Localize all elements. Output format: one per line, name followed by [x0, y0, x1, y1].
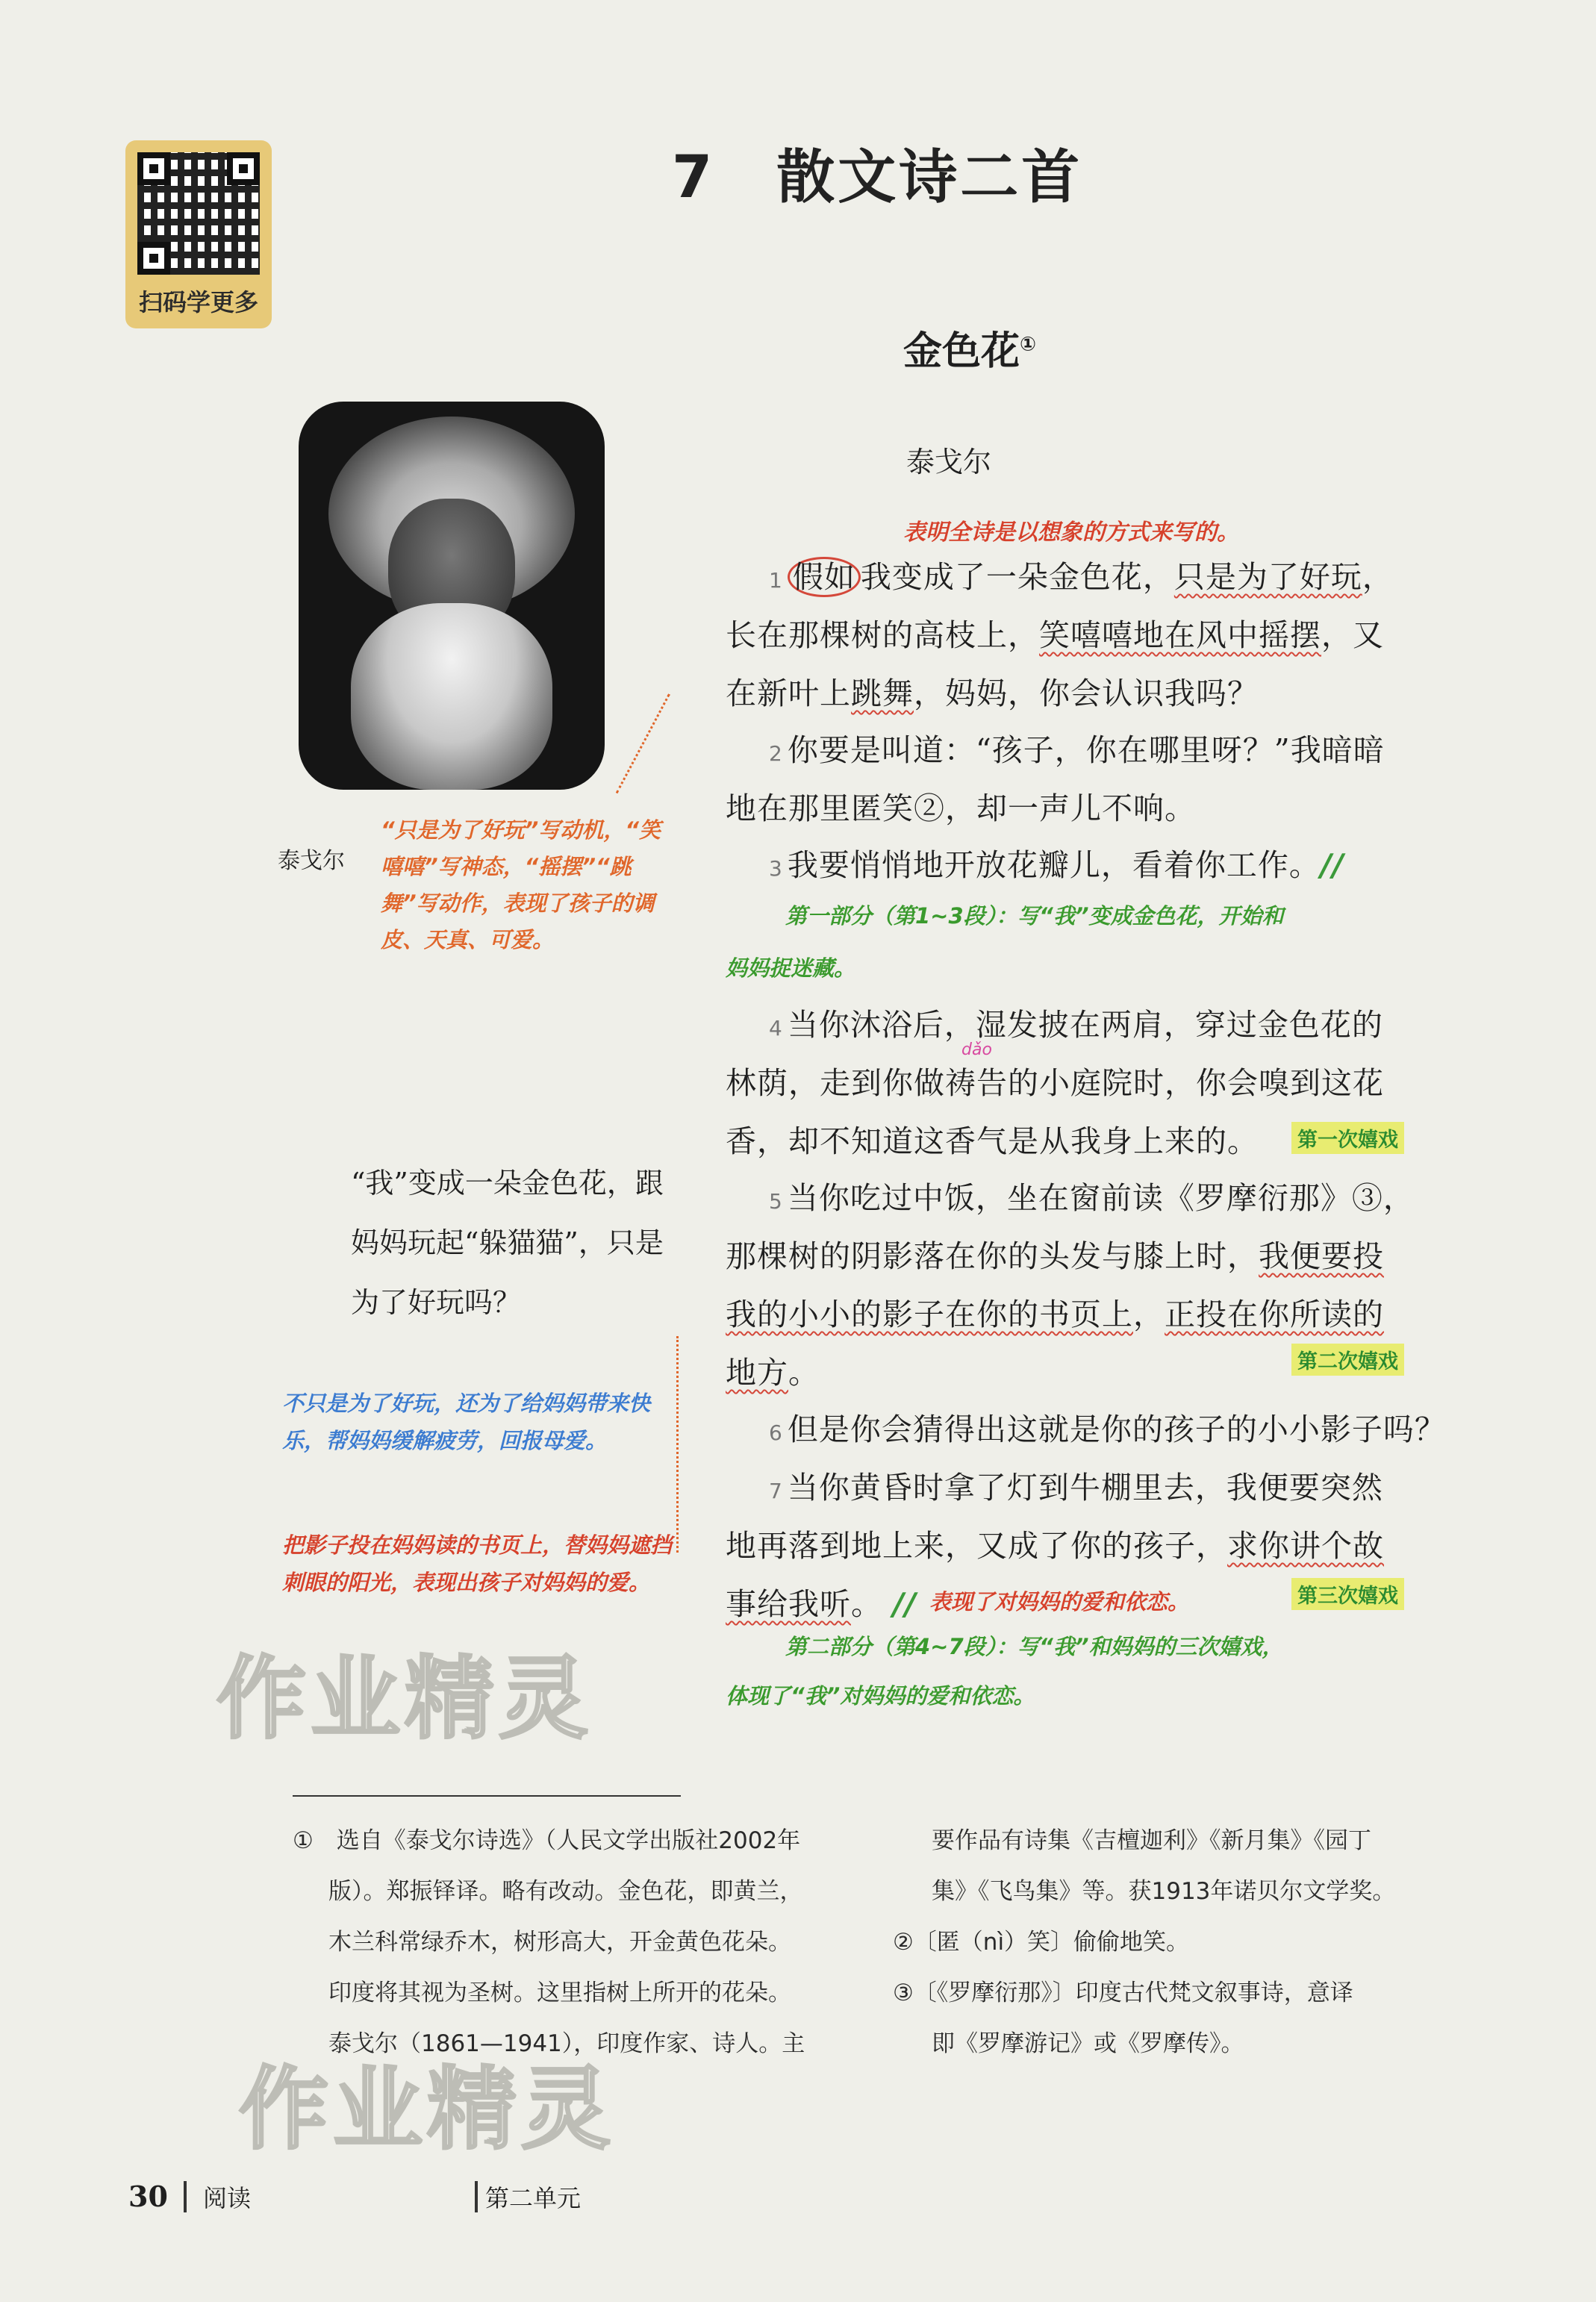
paragraph-7-line-3: 事给我听。 //: [726, 1586, 917, 1622]
watermark: 作业精灵: [216, 1647, 593, 1751]
paragraph-6-line-1: 6 但是你会猜得出这就是你的孩子的小小影子吗？: [769, 1412, 1446, 1447]
poem-author: 泰戈尔: [906, 446, 992, 478]
paragraph-1-line-1: 1 假如 我变成了一朵金色花，只是为了好玩，: [769, 552, 1394, 596]
author-portrait: [299, 402, 605, 790]
watermark: 作业精灵: [239, 2058, 615, 2162]
annotation-connector: [616, 693, 670, 793]
portrait-caption: 泰戈尔: [278, 848, 345, 874]
footnote-1-line-6: 要作品有诗集《吉檀迦利》《新月集》《园丁: [932, 1827, 1371, 1854]
footnote-3-line-1: ③〔《罗摩衍那》〕印度古代梵文叙事诗，意译: [893, 1980, 1353, 2006]
paragraph-5-line-2: 那棵树的阴影落在你的头发与膝上时，我便要投: [726, 1238, 1384, 1274]
footer-divider: [184, 2181, 187, 2212]
reading-question: “我”变成一朵金色花，跟妈妈玩起“躲猫猫”，只是为了好玩吗？: [351, 1167, 664, 1319]
paragraph-7-line-2: 地再落到地上来，又成了你的孩子，求你讲个故: [726, 1528, 1384, 1564]
part2-summary-line-2: 体现了“我”对妈妈的爱和依恋。: [726, 1683, 1035, 1709]
footnote-ref: ①: [1020, 333, 1037, 356]
annotation-love: 表现了对妈妈的爱和依恋。: [929, 1589, 1190, 1615]
footnote-1-line-5: 泰戈尔（1861—1941），印度作家、诗人。主: [328, 2030, 805, 2057]
paragraph-2-line-2: 地在那里匿笑②，却一声儿不响。: [726, 790, 1196, 826]
paragraph-3-line-1: 3 我要悄悄地开放花瓣儿，看着你工作。//: [769, 847, 1344, 883]
paragraph-5-line-4: 地方。: [726, 1355, 820, 1391]
paragraph-1-line-2: 长在那棵树的高枝上，笑嘻嘻地在风中摇摆，又: [726, 617, 1384, 653]
qr-code-icon: [137, 152, 260, 275]
footnote-1-line-3: 木兰科常绿乔木，树形高大，开金黄色花朵。: [328, 1929, 791, 1956]
poem-title: 金色花①: [903, 329, 1037, 374]
footnote-1-line-4: 印度将其视为圣树。这里指树上所开的花朵。: [328, 1980, 791, 2006]
annotation-shadow: 把影子投在妈妈读的书页上，替妈妈遮挡刺眼的阳光，表现出孩子对妈妈的爱。: [282, 1532, 673, 1595]
part1-summary-line-1: 第一部分（第1~3段）：写“我”变成金色花，开始和: [785, 903, 1284, 929]
qr-code-block[interactable]: [125, 140, 272, 328]
paragraph-5-line-3: 我的小小的影子在你的书页上，正投在你所读的: [726, 1297, 1384, 1332]
part1-summary-line-2: 妈妈捉迷藏。: [726, 955, 856, 981]
part2-summary-line-1: 第二部分（第4~7段）：写“我”和妈妈的三次嬉戏，: [785, 1634, 1284, 1659]
paragraph-2-line-1: 2 你要是叫道：“孩子，你在哪里呀？”我暗暗: [769, 732, 1385, 768]
footer-section: 阅读: [203, 2184, 252, 2212]
lesson-title: 7 散文诗二首: [672, 144, 1083, 211]
paragraph-4-line-2: 林荫，走到你做祷告的小庭院时，你会嗅到这花: [726, 1065, 1384, 1101]
footnote-2: ②〔匿（nì）笑〕偷偷地笑。: [893, 1929, 1190, 1956]
game-1-tag: 第一次嬉戏: [1291, 1122, 1404, 1154]
paragraph-4-line-3: 香，却不知道这香气是从我身上来的。: [726, 1123, 1259, 1159]
footnote-divider: [293, 1795, 681, 1797]
game-2-tag: 第二次嬉戏: [1291, 1344, 1404, 1376]
annotation-motive: “只是为了好玩”写动机，“笑嘻嘻”写神态，“摇摆”“跳舞”写动作，表现了孩子的调皮、天真、可爱。: [381, 817, 661, 952]
page-number: 30: [128, 2180, 168, 2213]
footnote-3-line-2: 即《罗摩游记》或《罗摩传》。: [932, 2030, 1244, 2057]
paragraph-5-line-1: 5 当你吃过中饭，坐在窗前读《罗摩衍那》③，: [769, 1180, 1415, 1216]
footnote-1-line-1: ① 选自《泰戈尔诗选》（人民文学出版社2002年: [293, 1827, 801, 1854]
paragraph-4-line-1: 4 当你沐浴后，湿发披在两肩，穿过金色花的: [769, 1007, 1383, 1043]
footer-divider: [475, 2181, 478, 2212]
paragraph-1-line-3: 在新叶上跳舞，妈妈，你会认识我吗？: [726, 676, 1259, 711]
footer-unit: 第二单元: [485, 2184, 582, 2212]
annotation-intro: 表明全诗是以想象的方式来写的。: [903, 520, 1239, 546]
footnote-1-line-2: 版）。郑振铎译。略有改动。金色花，即黄兰，: [328, 1878, 803, 1905]
paragraph-7-line-1: 7 当你黄昏时拿了灯到牛棚里去，我便要突然: [769, 1470, 1383, 1506]
qr-label: 扫码学更多: [138, 288, 258, 316]
game-3-tag: 第三次嬉戏: [1291, 1578, 1404, 1610]
annotation-answer: 不只是为了好玩，还为了给妈妈带来快乐，帮妈妈缓解疲劳，回报母爱。: [282, 1391, 651, 1453]
pinyin-dao: dǎo: [961, 1041, 992, 1059]
footnote-1-line-7: 集》《飞鸟集》等。获1913年诺贝尔文学奖。: [932, 1878, 1396, 1905]
